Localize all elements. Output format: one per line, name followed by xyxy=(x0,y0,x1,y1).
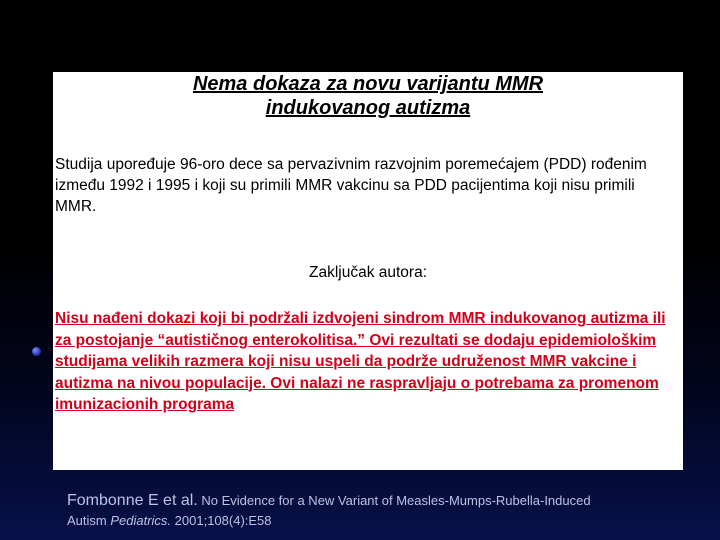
citation-title: No Evidence for a New Variant of Measles-Mumps-Rubella-Induced xyxy=(197,493,591,508)
citation-journal: Pediatrics. xyxy=(110,513,172,528)
conclusion-label: Zaključak autora: xyxy=(308,264,428,281)
citation-author: Fombonne E et al. xyxy=(67,492,198,509)
study-description: Studija upoređuje 96-oro dece sa pervazivnim razvojnim poremećajem (PDD) rođenim između 1992 i 1995 i koji su primili MMR vakcinu sa PDD pacijentima koji nisu primili MMR. xyxy=(55,156,647,215)
citation xyxy=(67,491,707,531)
conclusion-text: Nisu nađeni dokazi koji bi podržali izdvojeni sindrom MMR indukovanog autizma ili za postojanje “autističnog enterokolitisa.” Ovi rezultati se dodaju epidemiološkim studijama velikih razmera koji nisu uspeli da podrže udruženost MMR vakcine i autizma na nivou populacije. Ovi nalazi ne raspravljaju o potrebama za promenom imunizacionih programa xyxy=(55,310,666,413)
slide-title xyxy=(53,72,683,120)
slide-title-line2: indukovanog autizma xyxy=(265,97,471,119)
citation-title-end: Autism xyxy=(67,513,111,528)
bullet-dot-icon xyxy=(32,347,41,356)
slide-title-line1: Nema dokaza za novu varijantu MMR xyxy=(192,73,544,95)
slide-content-box xyxy=(53,72,683,470)
citation-details: 2001;108(4):E58 xyxy=(171,513,272,528)
